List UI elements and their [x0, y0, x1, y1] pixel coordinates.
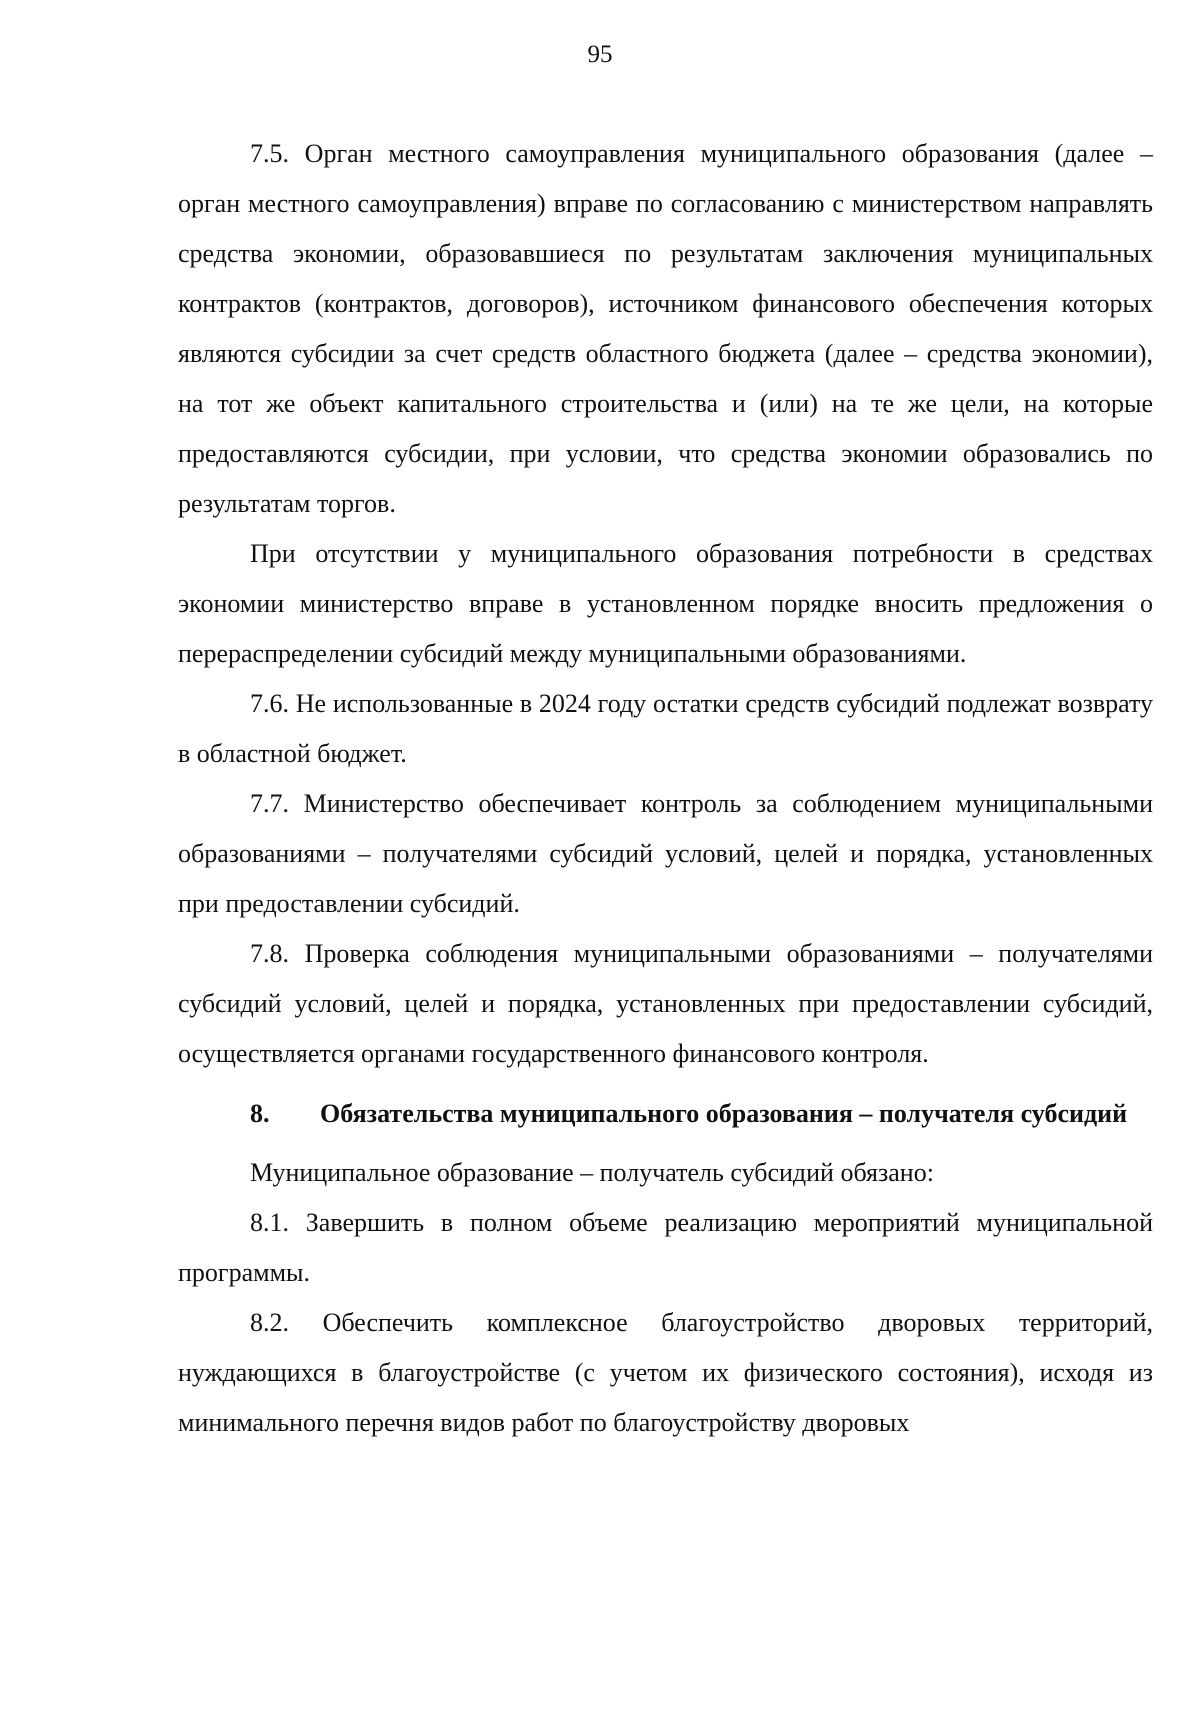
paragraph-7-6: 7.6. Не использованные в 2024 году остатки средств субсидий подлежат возврату в областной бюджет. [178, 689, 1153, 768]
paragraph-7-5-continued: При отсутствии у муниципального образования потребности в средствах экономии министерство вправе в установленном порядке вносить предложения о перераспределении субсидий между муниципальными образованиями. [178, 539, 1153, 668]
paragraph-8-2: 8.2. Обеспечить комплексное благоустройство дворовых территорий, нуждающихся в благоустройстве (с учетом их физического состояния), исходя из минимального перечня видов работ по благоустройству дворовых [178, 1308, 1153, 1437]
page-number: 95 [587, 41, 613, 68]
document-body [178, 129, 1153, 1448]
section-8-intro: Муниципальное образование – получатель субсидий обязано: [250, 1158, 934, 1187]
paragraph-7-8: 7.8. Проверка соблюдения муниципальными образованиями – получателями субсидий условий, целей и порядка, установленных при предоставлении субсидий, осуществляется органами государственного финансового контроля. [178, 939, 1153, 1068]
section-8-heading [178, 1097, 1153, 1130]
paragraph-7-5: 7.5. Орган местного самоуправления муниципального образования (далее – орган местного самоуправления) вправе по согласованию с министерством направлять средства экономии, образовавшиеся по результатам заключения муниципальных контрактов (контрактов, договоров), источником финансового обеспечения которых являются субсидии за счет средств областного бюджета (далее – средства экономии), на тот же объект капитального строительства и (или) на те же цели, на которые предоставляются субсидии, при условии, что средства экономии образовались по результатам торгов. [178, 139, 1153, 518]
paragraph-7-7: 7.7. Министерство обеспечивает контроль за соблюдением муниципальными образованиями – получателями субсидий условий, целей и порядка, установленных при предоставлении субсидий. [178, 789, 1153, 918]
section-8-number: 8. [250, 1099, 270, 1128]
paragraph-8-1: 8.1. Завершить в полном объеме реализацию мероприятий муниципальной программы. [178, 1208, 1153, 1287]
section-8-title: Обязательства муниципального образования – получателя субсидий [320, 1099, 1128, 1128]
